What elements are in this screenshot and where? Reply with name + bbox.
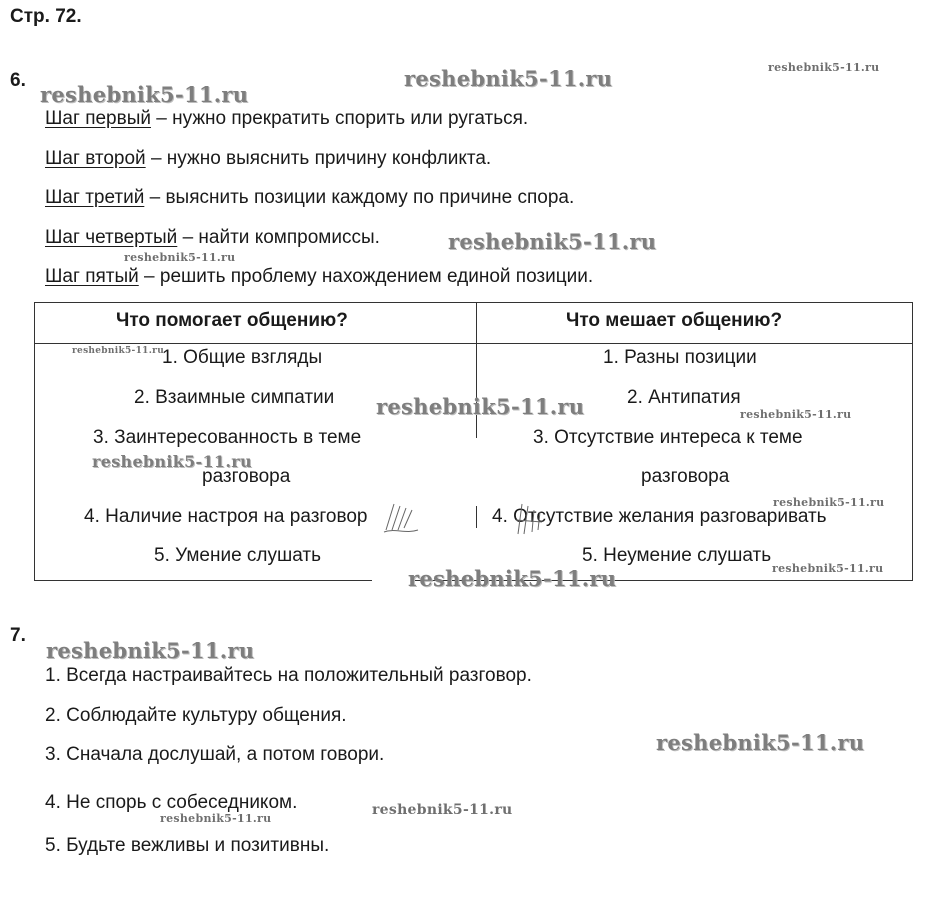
scribble-mark [512, 500, 546, 538]
step-5-text: – решить проблему нахождением единой позиции. [138, 266, 594, 287]
watermark: reshebnik5-11.ru [372, 802, 513, 818]
step-3 [45, 187, 574, 209]
table-left-cell: 2. Взаимные симпатии [134, 387, 335, 408]
table-left-cell: 5. Умение слушать [154, 545, 322, 566]
table-header-hinders: Что мешает общению? [566, 310, 783, 331]
step-3-name: Шаг третий [45, 187, 145, 208]
step-4-text: – найти компромиссы. [177, 227, 380, 248]
rule-item: 2. Соблюдайте культуру общения. [45, 705, 347, 726]
table-left-cell: разговора [202, 466, 291, 487]
table-right-cell: 4. Отсутствие желания разговаривать [492, 506, 827, 527]
step-2 [45, 148, 491, 170]
task-6-number: 6. [10, 70, 26, 91]
watermark: reshebnik5-11.ru [448, 229, 657, 254]
rule-item: 4. Не спорь с собеседником. [45, 792, 298, 813]
table-right-cell: разговора [641, 466, 730, 487]
step-3-text: – выяснить позиции каждому по причине спора. [144, 187, 575, 208]
step-4-name: Шаг четвертый [45, 227, 178, 248]
table-column-divider-fragment [476, 506, 477, 528]
watermark: reshebnik5-11.ru [124, 251, 236, 264]
watermark: reshebnik5-11.ru [656, 730, 865, 755]
watermark: reshebnik5-11.ru [404, 66, 613, 91]
step-1-name: Шаг первый [45, 108, 151, 129]
step-4 [45, 227, 380, 249]
watermark: reshebnik5-11.ru [72, 346, 165, 356]
table-right-cell: 5. Неумение слушать [582, 545, 772, 566]
step-5 [45, 266, 593, 288]
step-1 [45, 108, 528, 130]
scribble-mark [382, 500, 422, 536]
watermark: reshebnik5-11.ru [40, 82, 249, 107]
table-right-cell: 2. Антипатия [627, 387, 741, 408]
page-title: Стр. 72. [10, 6, 82, 27]
rule-item: 5. Будьте вежливы и позитивны. [45, 835, 330, 856]
table-header-helps: Что помогает общению? [116, 310, 348, 331]
step-2-name: Шаг второй [45, 148, 146, 169]
table-left-cell: 4. Наличие настроя на разговор [84, 506, 368, 527]
table-header-divider [34, 343, 913, 344]
table-border-gap [372, 575, 412, 585]
table-right-cell: 3. Отсутствие интереса к теме [533, 427, 803, 448]
table-left-cell: 1. Общие взгляды [162, 347, 323, 368]
watermark: reshebnik5-11.ru [92, 452, 252, 471]
watermark: reshebnik5-11.ru [46, 638, 255, 663]
task-7-number: 7. [10, 625, 26, 646]
table-right-cell: 1. Разны позиции [603, 347, 757, 368]
watermark: reshebnik5-11.ru [773, 496, 885, 509]
watermark: reshebnik5-11.ru [768, 61, 880, 74]
step-2-text: – нужно выяснить причину конфликта. [145, 148, 492, 169]
table-left-cell: 3. Заинтересованность в теме [93, 427, 362, 448]
watermark: reshebnik5-11.ru [408, 566, 617, 591]
watermark: reshebnik5-11.ru [740, 408, 852, 421]
watermark: reshebnik5-11.ru [772, 562, 884, 575]
watermark: reshebnik5-11.ru [160, 812, 272, 825]
step-5-name: Шаг пятый [45, 266, 139, 287]
watermark: reshebnik5-11.ru [376, 394, 585, 419]
step-1-text: – нужно прекратить спорить или ругаться. [150, 108, 529, 129]
rule-item: 1. Всегда настраивайтесь на положительный разговор. [45, 665, 532, 686]
rule-item: 3. Сначала дослушай, а потом говори. [45, 744, 385, 765]
